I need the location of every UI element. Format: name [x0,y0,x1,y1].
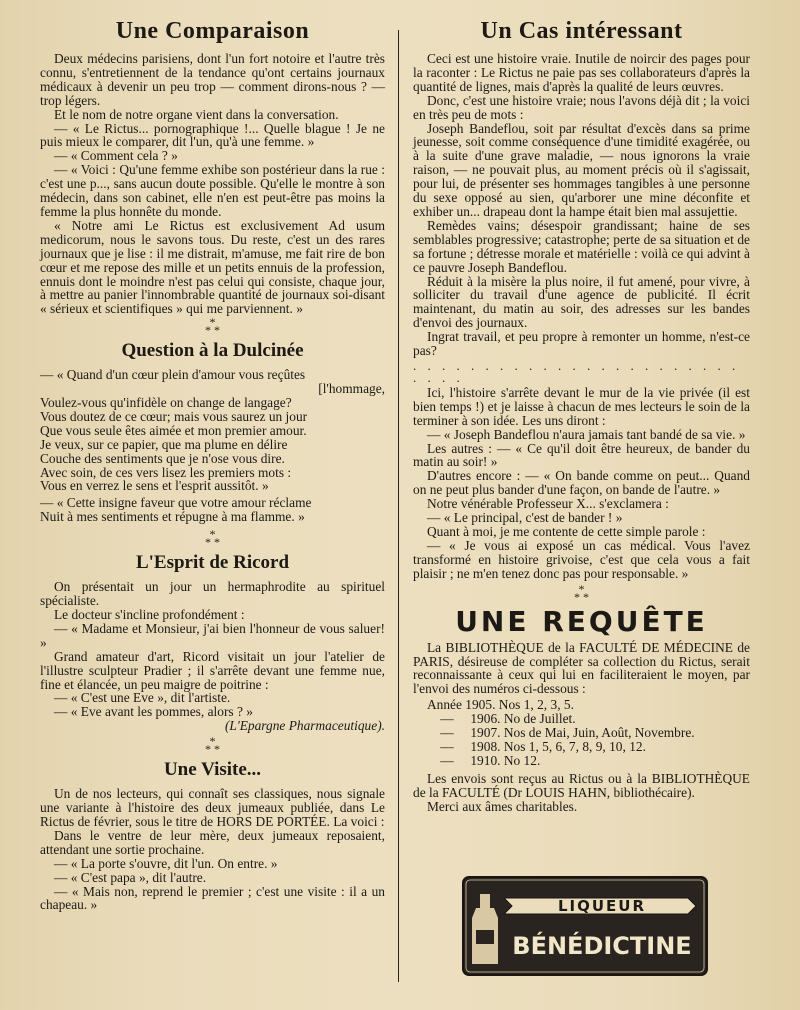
poem-line: Vous en verrez le sens et l'esprit aussitôt. » [40,478,269,494]
list-item: — 1908. Nos 1, 5, 6, 7, 8, 9, 10, 12. [440,738,646,754]
poem-line: [l'hommage, [318,381,385,397]
paragraph: Ceci est une histoire vraie. Inutile de noircir des pages pour la raconter : Le Rictus ne paie pas ses collaborateurs d'après la quantité de lignes, mais d'après la qualité de leurs œuvres. [413,51,750,94]
paragraph: La BIBLIOTHÈQUE de la FACULTÉ DE MÉDECINE de PARIS, désireuse de compléter sa collection du Rictus, serait reconnaissante à ceux qui lui en faciliteraient le moyen, par l'envoi des numéros ci-dessous : [413,639,750,697]
cas-body [413,52,750,581]
comparaison-title: Une Comparaison [115,18,310,44]
paragraph: Donc, c'est une histoire vraie; nous l'avons déjà dit ; la voici en très peu de mots : [413,92,750,122]
paragraph: Grand amateur d'art, Ricord visitait un jour l'atelier de l'illustre sculpteur Pradier ; il s'arrête devant une femme nue, fine et élancée, un peu maigre de poitrine : [40,648,385,692]
paragraph: Réduit à la misère la plus noire, il fut amené, pour vivre, à solliciter du travail d'une agence de publicité. Il écrit maintenant, du matin au soir, des adresses sur les bandes d'envoi des journaux. [413,273,750,331]
paragraph: Merci aux âmes charitables. [427,798,578,814]
paragraph: — « Je vous ai exposé un cas médical. Vous l'avez transformé en histoire grivoise, c'est que cela vous a fait plaisir ; ne m'en tenez donc pas pour responsable. » [413,537,750,581]
left-column [40,18,385,992]
list-item: — 1907. Nos de Mai, Juin, Août, Novembre. [440,725,695,741]
section-asterism: * * * [205,315,220,338]
paragraph: Ici, l'histoire s'arrête devant le mur de la vie privée (il est bien temps !) et je laisse à chacun de mes lecteurs le soin de la terminer à son idée. Les uns diront : [413,384,750,428]
paragraph: Les autres : — « Ce qu'il doit être heureux, de bander du matin au soir! » [413,440,750,470]
paragraph: Un de nos lecteurs, qui connaît ses classiques, nous signale une variante à l'histoire des deux jumeaux publiée, dans Le Rictus de février, sous le titre de HORS DE PORTÉE. La voici : [40,786,385,829]
paragraph: Les envois sont reçus au Rictus ou à la BIBLIOTHÈQUE de la FACULTÉ (Dr LOUIS HAHN, bibliothécaire). [413,770,750,800]
poem-line: Vous doutez de ce cœur; mais vous saurez un jour [40,408,308,424]
ad-top-text: LIQUEUR [557,897,647,915]
section-asterism: * * * [205,734,220,757]
visite-body [40,787,385,912]
paragraph: — « C'est une Eve », dit l'artiste. [54,690,231,706]
paragraph: Joseph Bandeflou, soit par résultat d'excès dans sa prime jeunesse, soit comme conséquence d'une timidité exagérée, ou à la suite d'une grave maladie, — nous ignorons la vraie raison, — ne pouvait plus, au moment précis où il s'agissait, pour lui, de présenter ses hommages tangibles à une personne du sexe opposé au sien, qu'arborer une mine déconfite et exhiber un... drapeau dont la hampe était bien mal assujettie. [413,120,750,219]
paragraph: — « Comment cela ? » [54,148,178,164]
benedictine-label-graphic [462,876,708,976]
missing-issues-list [413,698,750,768]
ellipsis-divider: . . . . . . . . . . . . . . . . . . . . . . . . . . . [413,357,740,385]
paragraph: — « Eve avant les pommes, alors ? » [54,704,253,720]
paragraph: — « Joseph Bandeflou n'aura jamais tant bandé de sa vie. » [427,426,746,442]
paragraph: Quant à moi, je me contente de cette simple parole : [427,524,706,539]
paragraph: — « Madame et Monsieur, j'ai bien l'honneur de vous saluer! » [40,620,385,650]
paragraph: — « Le principal, c'est de bander ! » [427,510,623,526]
paragraph: D'autres encore : — « On bande comme on peut... Quand on ne peut plus bander d'une façon, on bande de l'autre. » [413,468,750,498]
paragraph: — « Voici : Qu'une femme exhibe son postérieur dans la rue : c'est une p..., sans aucun doute possible. Qu'elle le montre à son médecin, dans son cabinet, elle n'en est peut-être pas moins la femme la plus honnête du monde. [40,162,385,219]
paragraph: Ingrat travail, et peu propre à remonter un homme, n'est-ce pas? [413,329,750,359]
column-divider [398,30,399,982]
poem-line: Nuit à mes sentiments et répugne à ma flamme. » [40,509,305,525]
paragraph: Le docteur s'incline profondément : [54,607,245,622]
poem-line: Je veux, sur ce papier, que ma plume en délire [40,436,288,452]
paragraph: « Notre ami Le Rictus est exclusivement Ad usum medicorum, nous le savons tous. Du reste, c'est un des rares journaux que je lise : il me distrait, m'amuse, me fait rire de bon cœur et me repose des mille et un petits ennuis de la profession, ennuis dont le moindre n'est pas celui qui consiste, chaque jour, à mettre au panier l'innombrable quantité de journaux soi-disant « sérieux et scientifiques » qui me parviennent. » [40,217,385,317]
paragraph: On présentait un jour un hermaphrodite au spirituel spécialiste. [40,579,385,609]
poem-line: Que vous seule êtes aimée et mon premier amour. [40,422,307,438]
poem-line: Couche des sentiments que je n'ose vous dire. [40,450,285,466]
right-column [413,18,750,992]
paragraph: — « Le Rictus... pornographique !... Quelle blague ! Je ne puis mieux le comparer, dit l'un, qu'à une femme. » [40,120,385,150]
dulcinee-title: Question à la Dulcinée [121,340,304,362]
poem-line: — « Cette insigne faveur que votre amour réclame [40,495,312,511]
ricord-title: L'Esprit de Ricord [135,552,290,574]
paragraph: Remèdes vains; désespoir grandissant; haine de ses semblables progressive; catastrophe; perte de sa situation et de sa fortune ; détresse morale et matérielle : voilà ce qui advint à ce pauvre Joseph Bandeflou. [413,217,750,275]
poem-line: Voulez-vous qu'infidèle on change de langage? [40,395,292,411]
paragraph: — « La porte s'ouvre, dit l'un. On entre. » [54,855,278,871]
ricord-body [40,580,385,733]
paragraph: Notre vénérable Professeur X... s'exclamera : [427,496,669,512]
requete-title: UNE REQUÊTE [455,604,708,638]
paragraph: — « C'est papa », dit l'autre. [54,869,207,885]
list-item: Année 1905. Nos 1, 2, 3, 5. [427,697,574,713]
requete-body [413,641,750,814]
comparaison-body [40,52,385,316]
paragraph: Dans le ventre de leur mère, deux jumeaux reposaient, attendant une sortie prochaine. [40,827,385,857]
paragraph: — « Mais non, reprend le premier ; c'est une visite : il a un chapeau. » [40,883,385,913]
list-item: — 1910. No 12. [440,752,541,768]
benedictine-ad [462,876,708,976]
cas-title: Un Cas intéressant [480,18,683,44]
dulcinee-poem [40,368,385,524]
section-asterism: * * * [574,581,589,604]
section-asterism: * * * [205,527,220,550]
paragraph: Deux médecins parisiens, dont l'un fort notoire et l'autre très connu, s'entretiennent de la tendance qu'ont certains journaux médicaux à devenir un peu trop — comment dirons-nous ? — trop légers. [40,51,385,108]
ad-bottom-text: BÉNÉDICTINE [512,932,692,960]
poem-line: — « Quand d'un cœur plein d'amour vous reçûtes [40,367,306,383]
paragraph: Et le nom de notre organe vient dans la conversation. [54,106,339,122]
poem-line: Avec soin, de ces vers lisez les premiers mots : [40,464,292,480]
source-credit: (L'Epargne Pharmaceutique). [224,718,385,734]
visite-title: Une Visite... [163,759,262,781]
list-item: — 1906. No de Juillet. [440,711,576,727]
